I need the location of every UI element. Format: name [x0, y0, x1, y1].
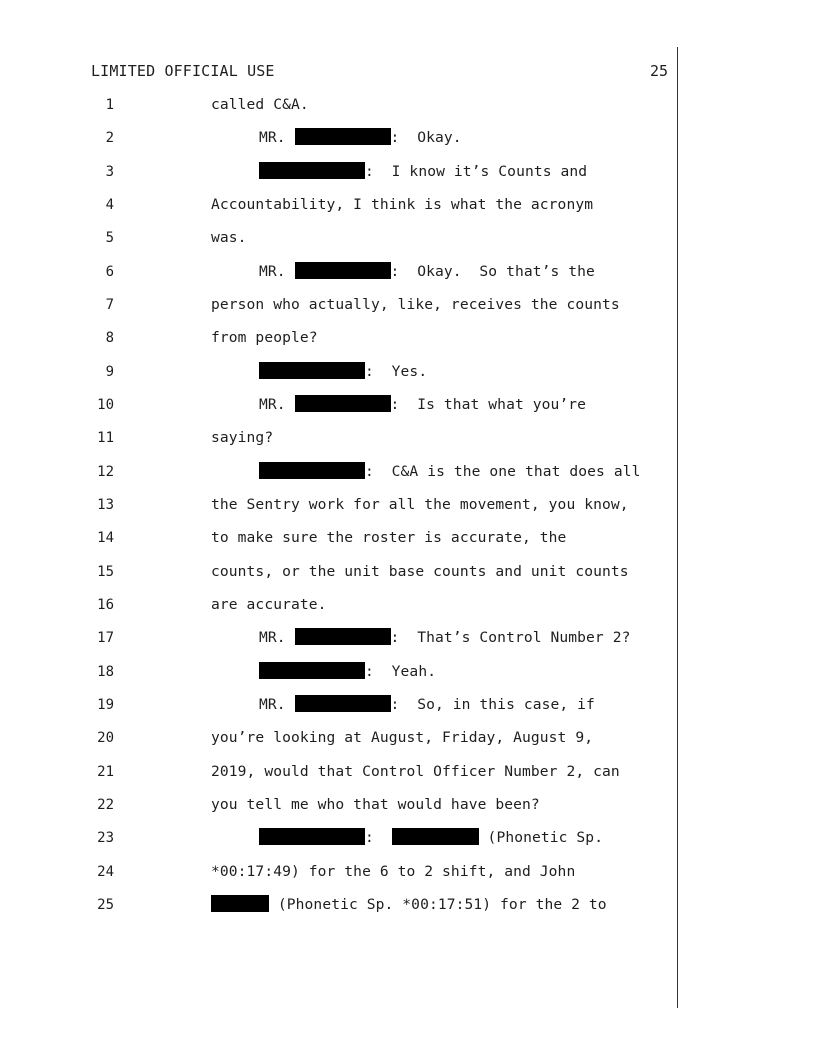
line-text: [211, 695, 595, 715]
line-number: 4: [105, 197, 114, 213]
transcript-line: [0, 662, 680, 684]
line-text: [211, 795, 540, 815]
redaction-box: [259, 828, 365, 845]
line-number: 16: [97, 597, 114, 613]
text-segment: you tell me who that would have been?: [211, 796, 540, 813]
line-number: 13: [97, 497, 114, 513]
line-number: 21: [97, 764, 114, 780]
transcript-line: [0, 862, 680, 884]
transcript-line: [0, 295, 680, 317]
redaction-box: [295, 262, 391, 279]
line-text: [211, 95, 309, 115]
line-number: 22: [97, 797, 114, 813]
transcript-line: [0, 362, 680, 384]
transcript-line: [0, 462, 680, 484]
transcript-line: [0, 728, 680, 750]
line-number: 1: [105, 97, 114, 113]
text-segment: to make sure the roster is accurate, the: [211, 529, 567, 546]
redaction-box: [392, 828, 479, 845]
text-segment: : Yes.: [365, 363, 428, 380]
line-number: 7: [105, 297, 114, 313]
line-number: 11: [97, 430, 114, 446]
page-number: 25: [649, 62, 668, 80]
line-text: [211, 295, 620, 315]
transcript-line: [0, 328, 680, 350]
line-number: 24: [97, 864, 114, 880]
speaker-prefix: MR.: [259, 696, 295, 713]
text-segment: are accurate.: [211, 596, 327, 613]
text-segment: : That’s Control Number 2?: [390, 629, 631, 646]
text-segment: saying?: [211, 429, 274, 446]
text-segment: : Is that what you’re: [390, 396, 587, 413]
speaker-prefix: MR.: [259, 263, 295, 280]
text-segment: : C&A is the one that does all: [365, 463, 641, 480]
redaction-box: [295, 128, 391, 145]
text-segment: : Yeah.: [365, 663, 437, 680]
line-number: 3: [105, 164, 114, 180]
transcript-line: [0, 262, 680, 284]
speaker-prefix: MR.: [259, 629, 295, 646]
transcript-line: [0, 695, 680, 717]
text-segment: *00:17:49) for the 6 to 2 shift, and John: [211, 863, 576, 880]
transcript-line: [0, 428, 680, 450]
speaker-prefix: MR.: [259, 129, 295, 146]
speaker-prefix: MR.: [259, 396, 295, 413]
text-segment: the Sentry work for all the movement, you know,: [211, 496, 629, 513]
line-text: [211, 662, 436, 682]
line-text: [211, 362, 427, 382]
text-segment: Accountability, I think is what the acronym: [211, 196, 594, 213]
line-text: [211, 428, 273, 448]
line-number: 19: [97, 697, 114, 713]
line-text: [211, 862, 575, 882]
line-number: 12: [97, 464, 114, 480]
line-number: 23: [97, 830, 114, 846]
line-number: 25: [97, 897, 114, 913]
transcript-line: [0, 195, 680, 217]
line-text: [211, 395, 586, 415]
transcript-line: [0, 162, 680, 184]
line-text: [211, 828, 603, 848]
redaction-box: [259, 162, 365, 179]
transcript-line: [0, 895, 680, 917]
line-number: 9: [105, 364, 114, 380]
text-segment: from people?: [211, 329, 318, 346]
transcript-line: [0, 95, 680, 117]
line-text: [211, 495, 629, 515]
text-segment: was.: [211, 229, 247, 246]
text-segment: (Phonetic Sp. *00:17:51) for the 2 to: [269, 896, 607, 913]
text-segment: (Phonetic Sp.: [478, 829, 604, 846]
text-segment: 2019, would that Control Officer Number 2, can: [211, 763, 620, 780]
line-number: 17: [97, 630, 114, 646]
text-segment: : So, in this case, if: [390, 696, 595, 713]
line-number: 14: [97, 530, 114, 546]
line-text: [211, 728, 593, 748]
line-number: 10: [97, 397, 114, 413]
text-segment: person who actually, like, receives the counts: [211, 296, 620, 313]
line-text: [211, 562, 629, 582]
classification-header: LIMITED OFFICIAL USE: [91, 62, 275, 80]
line-text: [211, 195, 593, 215]
text-segment: : I know it’s Counts and: [365, 163, 588, 180]
line-number: 6: [105, 264, 114, 280]
redaction-box: [259, 662, 365, 679]
redaction-box: [211, 895, 269, 912]
redaction-box: [295, 628, 391, 645]
text-segment: : Okay. So that’s the: [390, 263, 595, 280]
transcript-line: [0, 528, 680, 550]
line-text: [211, 762, 620, 782]
transcript-line: [0, 495, 680, 517]
redaction-box: [259, 362, 365, 379]
line-text: [211, 595, 327, 615]
line-number: 15: [97, 564, 114, 580]
line-text: [211, 895, 607, 915]
transcript-line: [0, 762, 680, 784]
transcript-line: [0, 828, 680, 850]
transcript-line: [0, 628, 680, 650]
redaction-box: [295, 395, 391, 412]
text-segment: :: [365, 829, 392, 846]
text-segment: called C&A.: [211, 96, 309, 113]
line-number: 18: [97, 664, 114, 680]
text-segment: : Okay.: [390, 129, 462, 146]
text-segment: you’re looking at August, Friday, August 9,: [211, 729, 594, 746]
transcript-line: [0, 795, 680, 817]
transcript-line: [0, 128, 680, 150]
transcript-line: [0, 395, 680, 417]
redaction-box: [295, 695, 391, 712]
redaction-box: [259, 462, 365, 479]
line-number: 20: [97, 730, 114, 746]
line-number: 5: [105, 230, 114, 246]
line-text: [211, 128, 462, 148]
line-text: [211, 262, 595, 282]
transcript-line: [0, 228, 680, 250]
line-text: [211, 628, 630, 648]
line-text: [211, 328, 318, 348]
transcript-line: [0, 562, 680, 584]
line-number: 8: [105, 330, 114, 346]
line-text: [211, 162, 587, 182]
line-number: 2: [105, 130, 114, 146]
line-text: [211, 228, 247, 248]
text-segment: counts, or the unit base counts and unit counts: [211, 563, 629, 580]
line-text: [211, 528, 566, 548]
transcript-line: [0, 595, 680, 617]
line-text: [211, 462, 640, 482]
